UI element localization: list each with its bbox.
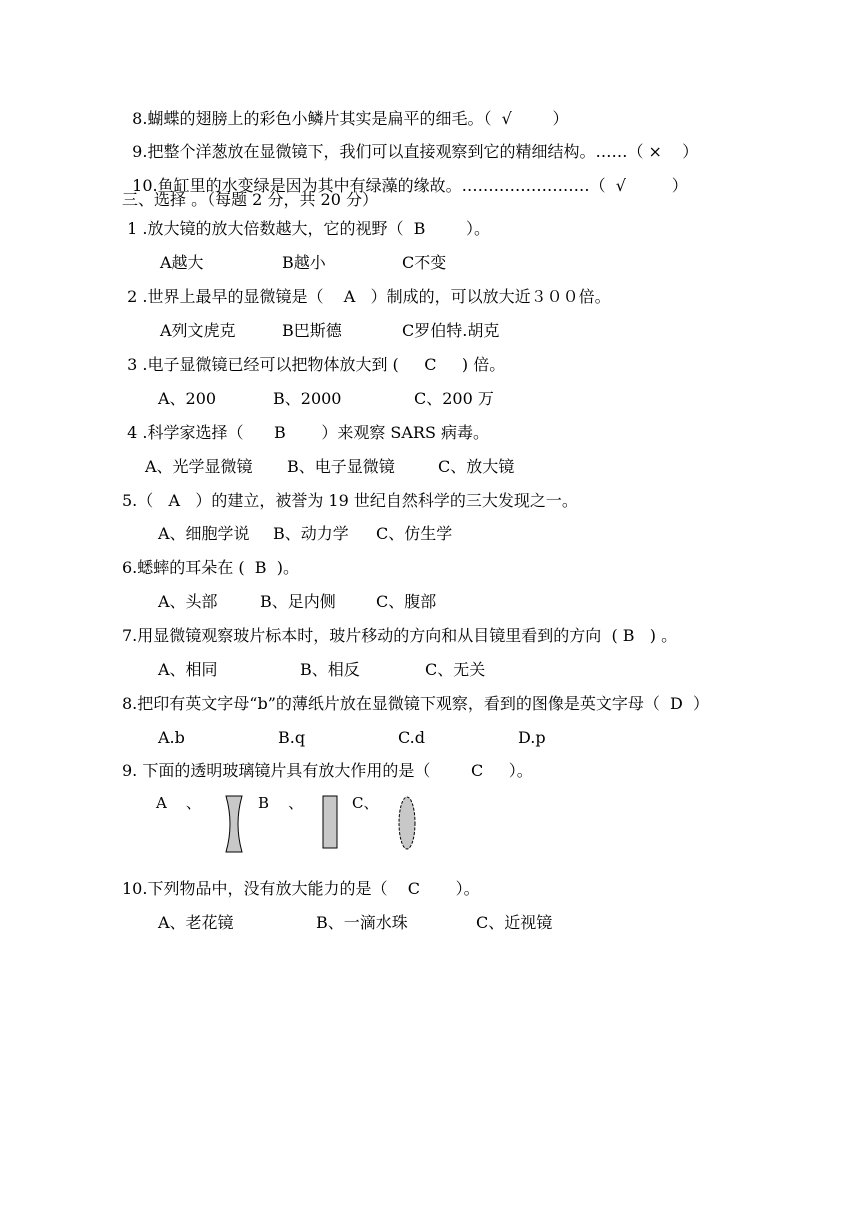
- tf-number: 8.: [132, 109, 148, 128]
- question-4-option-a: A、光学显微镜: [145, 457, 253, 476]
- question-2-stem: 2 .世界上最早的显微镜是（ A ）制成的，可以放大近３００倍。: [122, 287, 611, 306]
- question-2-option-b: B巴斯德: [282, 321, 342, 340]
- question-1-option-b: B越小: [282, 253, 326, 272]
- concave-lens-icon: [224, 795, 244, 853]
- section-title: 三、选择 。（每题 2 分，共 20 分）: [122, 190, 378, 209]
- question-1-option-a: A越大: [160, 253, 204, 272]
- tf-text: 把整个洋葱放在显微镜下，我们可以直接观察到它的精细结构。……（ × ）: [147, 142, 699, 161]
- flat-glass-icon: [322, 795, 338, 849]
- question-5-option-a: A、细胞学说: [158, 524, 250, 543]
- question-10-option-b: B、一滴水珠: [316, 913, 408, 932]
- tf-text: 蝴蝶的翅膀上的彩色小鳞片其实是扁平的细毛。（ √ ）: [147, 109, 569, 128]
- question-10-option-a: A、老花镜: [158, 913, 234, 932]
- lens-label-b: B 、: [258, 794, 304, 812]
- question-4-option-c: C、放大镜: [438, 457, 515, 476]
- question-3-stem: 3 .电子显微镜已经可以把物体放大到 ( C ) 倍。: [122, 355, 506, 374]
- question-8-option-c: C.d: [398, 728, 425, 747]
- question-6-option-a: A、头部: [158, 592, 218, 611]
- question-3-option-c: C、200 万: [414, 389, 494, 408]
- question-7-option-c: C、无关: [425, 660, 486, 679]
- question-2-option-c: C罗伯特.胡克: [402, 321, 500, 340]
- question-3-option-b: B、2000: [273, 389, 342, 408]
- question-8-option-b: B.q: [278, 728, 306, 747]
- tf-number: 9.: [132, 142, 148, 161]
- convex-lens-icon: [397, 795, 417, 851]
- question-10-option-c: C、近视镜: [476, 913, 553, 932]
- question-5-option-b: B、动力学: [273, 524, 349, 543]
- question-6-option-c: C、腹部: [376, 592, 437, 611]
- question-8-stem: 8.把印有英文字母“b”的薄纸片放在显微镜下观察，看到的图像是英文字母（ D ）: [122, 694, 710, 713]
- question-8-option-a: A.b: [158, 728, 185, 747]
- tf-text: 鱼缸里的水变绿是因为其中有绿藻的缘故。……………………（ √ ）: [157, 176, 688, 195]
- lens-label-a: A 、: [156, 794, 201, 812]
- lens-label-c: C、: [352, 794, 379, 812]
- question-6-option-b: B、足内侧: [260, 592, 336, 611]
- question-2-option-a: A列文虎克: [160, 321, 236, 340]
- question-5-option-c: C、仿生学: [376, 524, 453, 543]
- question-1-option-c: C不变: [402, 253, 447, 272]
- tf-number: 10.: [132, 176, 158, 195]
- question-7-option-a: A、相同: [158, 660, 218, 679]
- question-3-option-a: A、200: [158, 389, 217, 408]
- question-10-stem: 10.下列物品中，没有放大能力的是（ C ）。: [122, 879, 480, 898]
- question-1-stem: 1 .放大镜的放大倍数越大，它的视野（ B ）。: [122, 219, 491, 238]
- question-5-stem: 5.（ A ）的建立，被誉为 19 世纪自然科学的三大发现之一。: [122, 491, 578, 510]
- question-9-stem: 9. 下面的透明玻璃镜片具有放大作用的是（ C ）。: [122, 761, 533, 780]
- question-6-stem: 6.蟋蟀的耳朵在 ( B )。: [122, 558, 299, 577]
- question-7-option-b: B、相反: [300, 660, 360, 679]
- question-7-stem: 7.用显微镜观察玻片标本时，玻片移动的方向和从目镜里看到的方向 ( B ) 。: [122, 626, 678, 645]
- question-8-option-d: D.p: [518, 728, 546, 747]
- question-4-option-b: B、电子显微镜: [287, 457, 395, 476]
- question-4-stem: 4 .科学家选择（ B ）来观察 SARS 病毒。: [122, 423, 490, 442]
